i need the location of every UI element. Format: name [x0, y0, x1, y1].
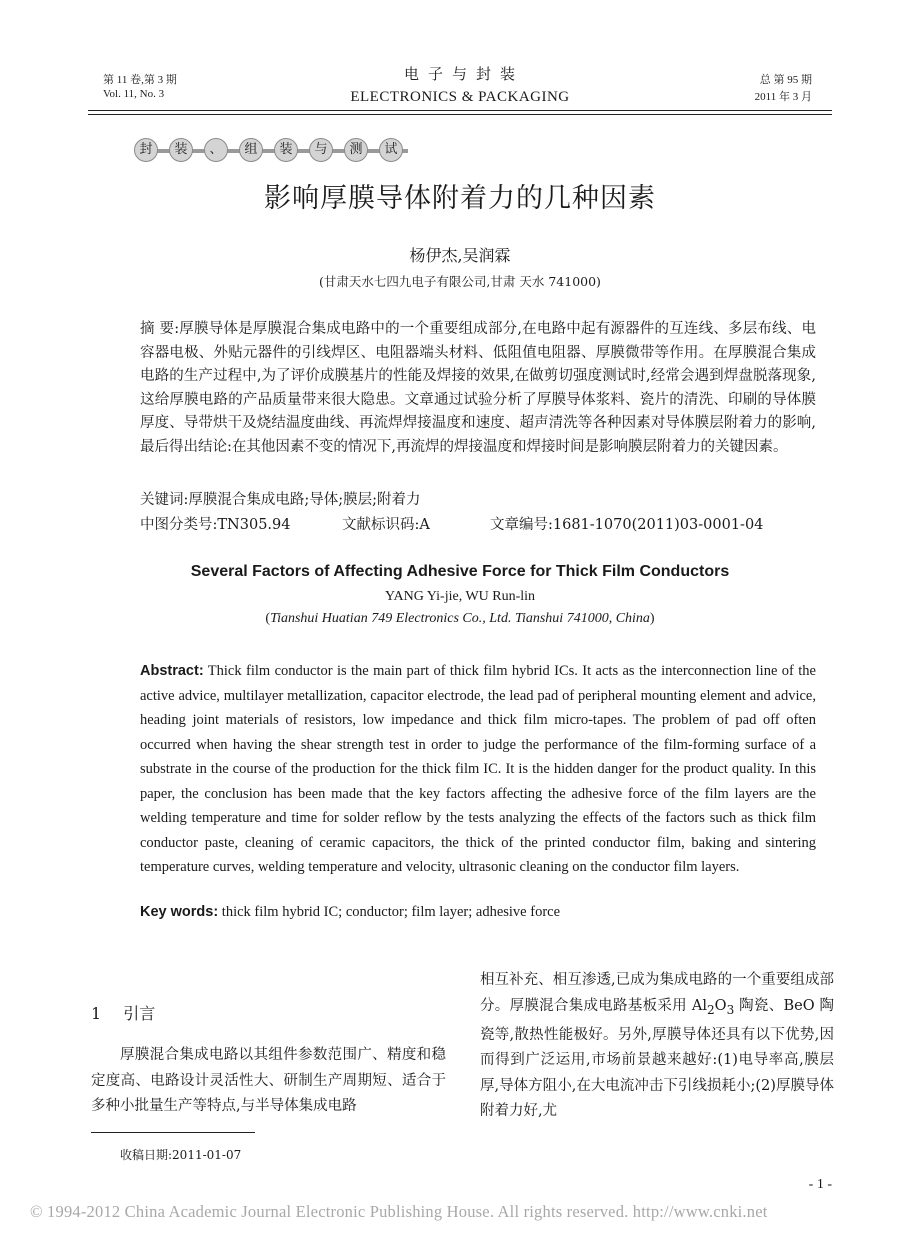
volume-issue-cn: 第 11 卷,第 3 期 — [103, 74, 177, 86]
footnote-rule — [91, 1132, 255, 1133]
affiliation-en-close: ) — [649, 611, 655, 626]
volume-issue-en: Vol. 11, No. 3 — [103, 88, 165, 100]
badge-char: 封 — [134, 138, 158, 162]
badge-char: 试 — [379, 138, 403, 162]
section-title: 引言 — [123, 1004, 156, 1023]
clc-number: 中图分类号:TN305.94 — [140, 517, 291, 533]
abstract-cn-text: 厚膜导体是厚膜混合集成电路中的一个重要组成部分,在电路中起有源器件的互连线、多层布线、电容器电极、外贴元器件的引线焊区、电阻器端头材料、低阻值电阻器、厚膜微带等作用。在厚膜混合集成电路的生产过程中,为了评价成膜基片的性能及焊接的效果,在做剪切强度测试时,经常会遇到焊盘脱落现象,这给厚膜电路的产品质量带来很大隐患。文章通过试验分析了厚膜导体浆料、瓷片的清洗、印刷的导体膜厚度、导带烘干及烧结温度曲线、再流焊焊接温度和速度、超声清洗等各种因素对导体膜层附着力的影响,最后得出结论:在其他因素不变的情况下,再流焊的焊接温度和焊接时间是影响膜层附着力的关键因素。 — [140, 321, 816, 455]
badge-char: 测 — [344, 138, 368, 162]
keywords-en-text: thick film hybrid IC; conductor; film layer; adhesive force — [221, 904, 561, 920]
column-badge — [134, 138, 414, 162]
body-left-column: 厚膜混合集成电路以其组件参数范围广、精度和稳定度高、电路设计灵活性大、研制生产周期短、适合于多种小批量生产等特点,与半导体集成电路 — [91, 1047, 446, 1114]
subscript-2: 2 — [706, 1002, 715, 1017]
journal-name-cn: 电子与封装 — [403, 65, 524, 83]
paper-title-en: Several Factors of Affecting Adhesive Force for Thick Film Conductors — [190, 563, 730, 580]
affiliation-cn: (甘肃天水七四九电子有限公司,甘肃 天水 741000) — [319, 274, 601, 289]
page-number: - 1 - — [808, 1177, 832, 1192]
keywords-cn-label: 关键词: — [140, 492, 189, 508]
authors-cn: 杨伊杰,吴润霖 — [409, 246, 511, 265]
section-heading — [91, 1001, 177, 1024]
body-right-text-2: O — [714, 997, 727, 1014]
body-right-text-1: 相互补充、相互渗透,已成为集成电路的一个重要组成部分。厚膜混合集成电路基板采用 Al — [480, 972, 834, 1014]
badge-char: 装 — [169, 138, 193, 162]
abstract-en — [140, 659, 816, 880]
body-right-text-3: 陶瓷、BeO 陶瓷等,散热性能极好。另外,厚膜导体还具有以下优势,因而得到广泛运用,市场前景越来越好:(1)电导率高,膜层厚,导体方阻小,在大电流冲击下引线损耗小;(2)厚膜导体附着力好,尤 — [480, 997, 835, 1120]
badge-char: 组 — [239, 138, 263, 162]
keywords-en-label: Key words: — [140, 904, 219, 920]
badge-char: 装 — [274, 138, 298, 162]
document-code: 文献标识码:A — [342, 517, 430, 533]
keywords-en — [140, 904, 560, 921]
affiliation-en — [0, 611, 920, 627]
keywords-cn-text: 厚膜混合集成电路;导体;膜层;附着力 — [188, 492, 421, 508]
body-right-column — [480, 968, 834, 1125]
authors-en: YANG Yi-jie, WU Run-lin — [384, 589, 536, 604]
header-rule-thin — [88, 114, 832, 115]
copyright-watermark: © 1994-2012 China Academic Journal Electronic Publishing House. All rights reserved. http://www.cnki.net — [30, 1202, 768, 1221]
abstract-cn — [140, 318, 816, 460]
received-date-footnote: 收稿日期:2011-01-07 — [120, 1148, 242, 1162]
total-issue: 总 第 95 期 — [759, 74, 812, 86]
subscript-3: 3 — [726, 1002, 735, 1017]
abstract-en-label: Abstract: — [140, 663, 204, 679]
badge-char: 与 — [309, 138, 333, 162]
keywords-cn — [140, 488, 421, 509]
abstract-en-text: Thick film conductor is the main part of thick film hybrid ICs. It acts as the interconnection line of the active advice, multilayer metallization, capacitor electrode, the lead pad of peripheral mounting element and advice, heading joint materials of resistors, low impedance and thick film micro-tapes. The problem of pad off often occurred when having the shear strength test in order to judge the performance of the film-forming surface of a substrate in the course of the production for the thick film IC. It is the hidden danger for the product quality. In this paper, the conclusion has been made that the key factors affecting the adhesive force of the film layers are the welding temperature and time for solder reflow by the tests analyzing the effects of the factors such as thick film conductor paste, cleaning of ceramic capacitors, the thick of the printed conductor film, baking and sintering temperature curves, welding temperature and velocity, ultrasonic cleaning on the conductor film layers. — [140, 663, 816, 875]
affiliation-en-text: Tianshui Huatian 749 Electronics Co., Ltd. Tianshui 741000, China — [270, 611, 650, 626]
journal-name-en: ELECTRONICS & PACKAGING — [350, 89, 570, 105]
section-number: 1 — [91, 1004, 102, 1023]
badge-char: 、 — [204, 138, 228, 162]
abstract-cn-label: 摘 要: — [140, 321, 180, 337]
affiliation-en-open: ( — [265, 611, 271, 626]
issue-date: 2011 年 3 月 — [754, 91, 812, 103]
paper-title-cn: 影响厚膜导体附着力的几种因素 — [264, 183, 656, 214]
header-rule-thick — [88, 110, 832, 111]
article-number: 文章编号:1681-1070(2011)03-0001-04 — [490, 517, 764, 533]
